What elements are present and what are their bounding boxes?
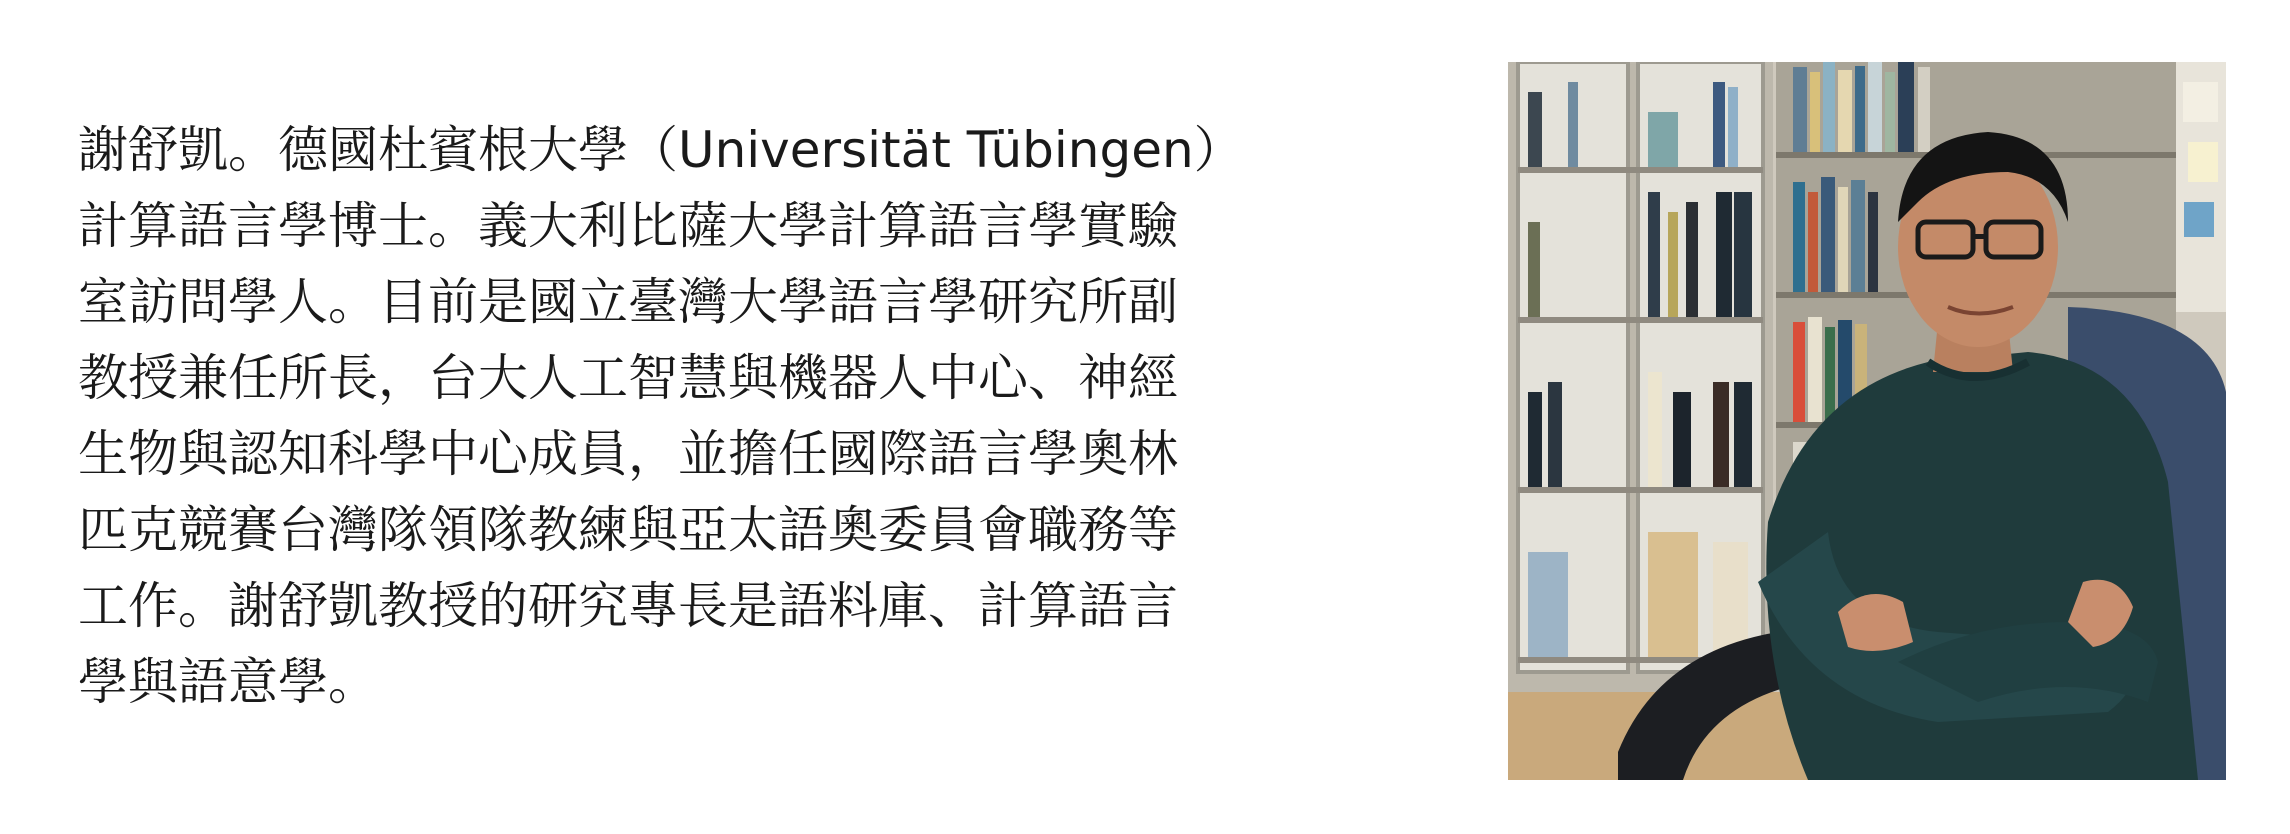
bio-line: 匹克競賽台灣隊領隊教練與亞太語奧委員會職務等 <box>78 501 1178 559</box>
bio-line: 教授兼任所長，台大人工智慧與機器人中心、神經 <box>78 349 1178 407</box>
bio-line: 謝舒凱。德國杜賓根大學（Universität Tübingen） <box>78 121 1244 179</box>
bio-line: 計算語言學博士。義大利比薩大學計算語言學實驗 <box>78 197 1178 255</box>
bio-line: 室訪問學人。目前是國立臺灣大學語言學研究所副 <box>78 273 1178 331</box>
portrait-illustration <box>1508 62 2226 780</box>
bio-line: 學與語意學。 <box>78 653 378 711</box>
biography-text <box>78 112 1298 720</box>
portrait-photo <box>1508 62 2226 780</box>
bio-line: 工作。謝舒凱教授的研究專長是語料庫、計算語言 <box>78 577 1178 635</box>
bio-line: 生物與認知科學中心成員，並擔任國際語言學奧林 <box>78 425 1178 483</box>
